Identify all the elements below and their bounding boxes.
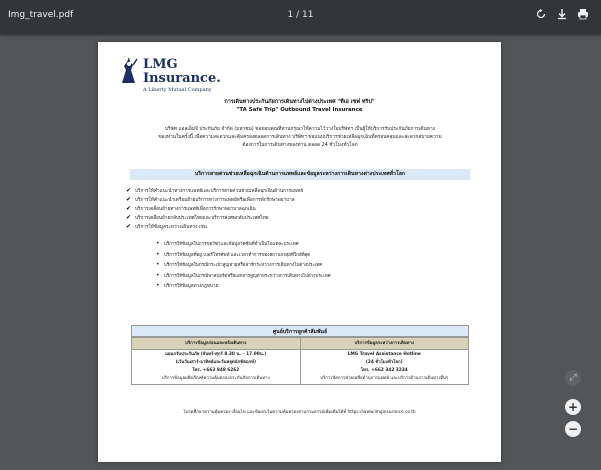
- zoom-out-button[interactable]: −: [565, 421, 581, 437]
- intro-line: ของท่านในครั้งนี้ เพื่อความสะดวกและคุ้มครองตลอดการเดินทาง บริษัทฯ ขอแนบบริการช่วยเหลือฉุกเฉินที่ครอบคลุมและสะดวกสบายความ: [158, 135, 442, 140]
- table-cell: [132, 350, 301, 385]
- table-header-cell: บริการข้อมูลระหว่างการเดินทาง: [300, 338, 469, 350]
- checkmark-icon: ✔: [126, 205, 132, 212]
- logo-tagline: A Liberty Mutual Company: [143, 87, 212, 93]
- table-row: [132, 338, 469, 350]
- intro-line: บริษัท แอลเอ็มจี ประกันภัย จำกัด (มหาชน) ขอขอบคุณที่ท่านกรุณาให้ความไว้วางใจบริษัทฯ เป็นผู้ให้บริการรับประกันภัยการเดินทาง: [165, 127, 435, 132]
- cell-line: (24 ชั่วโมงทั่วโลก): [365, 360, 403, 365]
- fit-to-page-button[interactable]: ⤢: [565, 370, 581, 386]
- checklist-item-text: บริการให้คำแนะนำทางการแพทย์และบริการสายด่วนช่วยเหลือฉุกเฉินด้านการแพทย์: [135, 189, 303, 194]
- pdf-page: [98, 42, 501, 462]
- info-bullet-list: [156, 239, 331, 292]
- cell-line: (เว้นวันเสาร์-อาทิตย์และวันหยุดนักขัตฤกษ์): [175, 360, 256, 365]
- bullet-item: [156, 239, 331, 250]
- bullet-icon: •: [156, 261, 160, 268]
- pdf-toolbar: [0, 0, 601, 34]
- zoom-in-button[interactable]: +: [565, 399, 581, 415]
- checklist-item: [126, 186, 476, 195]
- bullet-item: [156, 271, 331, 282]
- cell-line: LMG Travel Assistance Hotline: [347, 352, 421, 357]
- page-indicator[interactable]: 1 / 11: [287, 10, 314, 20]
- checklist-item: [126, 213, 476, 222]
- checklist-item: [126, 222, 476, 231]
- intro-paragraph: [130, 126, 470, 150]
- contact-table: [131, 337, 469, 385]
- print-icon[interactable]: [575, 8, 591, 24]
- cell-line: บริการข้อมูลผลิตภัณฑ์ความคุ้มครองประกันภัยการเดินทาง: [161, 376, 270, 381]
- intro-line: ต้องการในการเดินทางของท่าน ตลอด 24 ชั่วโมงทั่วโลก: [242, 143, 358, 148]
- services-section-title: บริการสายด่วนช่วยเหลือฉุกเฉินด้านการแพทย์และข้อมูลระหว่างการเดินทางต่างประเทศทั่วโลก: [130, 169, 470, 180]
- document-title-en: "TA Safe Trip" Outbound Travel Insurance: [236, 107, 363, 113]
- cell-line: บริการจัดการช่วยเหลือด้านการแพทย์ และบริการด้านการเดินทางอื่นๆ: [320, 376, 449, 381]
- checklist-item: [126, 204, 476, 213]
- bullet-icon: •: [156, 240, 160, 247]
- checkmark-icon: ✔: [126, 187, 132, 194]
- bullet-item-text: บริการให้ข้อมูลในกรณีพาสปอร์ตหรือเอกสารสูญหายระหว่างการเดินทางไปต่างประเทศ: [164, 273, 331, 279]
- bullet-icon: •: [156, 282, 160, 289]
- checkmark-icon: ✔: [126, 223, 132, 230]
- bullet-item-text: บริการให้ข้อมูลในกรณีกระเป๋าสูญหายหรือล่าช้าระหว่างการเดินทางไปต่างประเทศ: [164, 263, 323, 268]
- checklist-item-text: บริการเคลื่อนย้ายทางการแพทย์เพื่อการรักษาพยาบาลฉุกเฉิน: [135, 207, 256, 212]
- bullet-item-text: บริการให้ข้อมูลที่อยู่ เบอร์โทรศัพท์ และเวลาทำการของสถานกงสุลที่ใกล้ที่สุด: [164, 252, 311, 258]
- rotate-icon[interactable]: [533, 8, 549, 24]
- download-icon[interactable]: [554, 8, 570, 24]
- document-title-thai: การเดินทางประกันภัยการเดินทางไปต่างประเทศ "ทีเอ เซฟ ทริป": [224, 99, 375, 105]
- document-title: [98, 98, 501, 114]
- checkmark-icon: ✔: [126, 196, 132, 203]
- table-row: [132, 350, 469, 385]
- checklist-item-text: บริการให้ข้อมูลระหว่างเดินทาง เช่น: [135, 225, 207, 230]
- checklist-item-text: บริการเคลื่อนย้ายกลับประเทศไทยและบริการส่งศพกลับประเทศไทย: [135, 216, 269, 221]
- logo-text-lmg: LMG: [143, 57, 178, 72]
- bullet-item-text: บริการให้ข้อมูลทางกฎหมาย: [164, 284, 219, 289]
- phone-number: โทร. +662 848 6262: [192, 368, 240, 373]
- file-name: Img_travel.pdf: [8, 10, 74, 20]
- phone-number: โทร. +662 342 3234: [360, 368, 408, 373]
- bullet-item: [156, 260, 331, 271]
- checklist-item: [126, 195, 476, 204]
- logo-text-insurance: Insurance.: [143, 71, 221, 86]
- table-cell: [300, 350, 469, 385]
- bullet-item: [156, 250, 331, 261]
- contact-center-title: ศูนย์บริการลูกค้าสัมพันธ์: [131, 325, 469, 337]
- liberty-statue-icon: [118, 56, 140, 84]
- footer-note: โปรดศึกษาความคุ้มครอง เงื่อนไข และข้อยกเว้นความคุ้มครองตามกรมธรรม์เพิ่มเติมได้ที่ https://www.lmginsurance.co.th: [183, 410, 416, 415]
- table-header-cell: บริการข้อมูลก่อนและหลังเดินทาง: [132, 338, 301, 350]
- bullet-icon: •: [156, 271, 160, 279]
- bullet-icon: •: [156, 250, 160, 258]
- checklist-item-text: บริการให้คำแนะนำเตรียมย้ายบริการทางการแพทย์หรือเพื่อการพักรักษาพยาบาล: [135, 198, 295, 203]
- cell-line: แผนกรับประกันภัย (จันทร์-ศุกร์ 8.30 น. – 17.00น.): [165, 352, 267, 357]
- bullet-item-text: บริการให้ข้อมูลในการขอวีซ่าและข้อมูลวัคซีนที่จำเป็นในแต่ละประเทศ: [164, 242, 299, 247]
- services-checklist: [126, 186, 476, 231]
- bullet-item: [156, 281, 331, 292]
- checkmark-icon: ✔: [126, 214, 132, 221]
